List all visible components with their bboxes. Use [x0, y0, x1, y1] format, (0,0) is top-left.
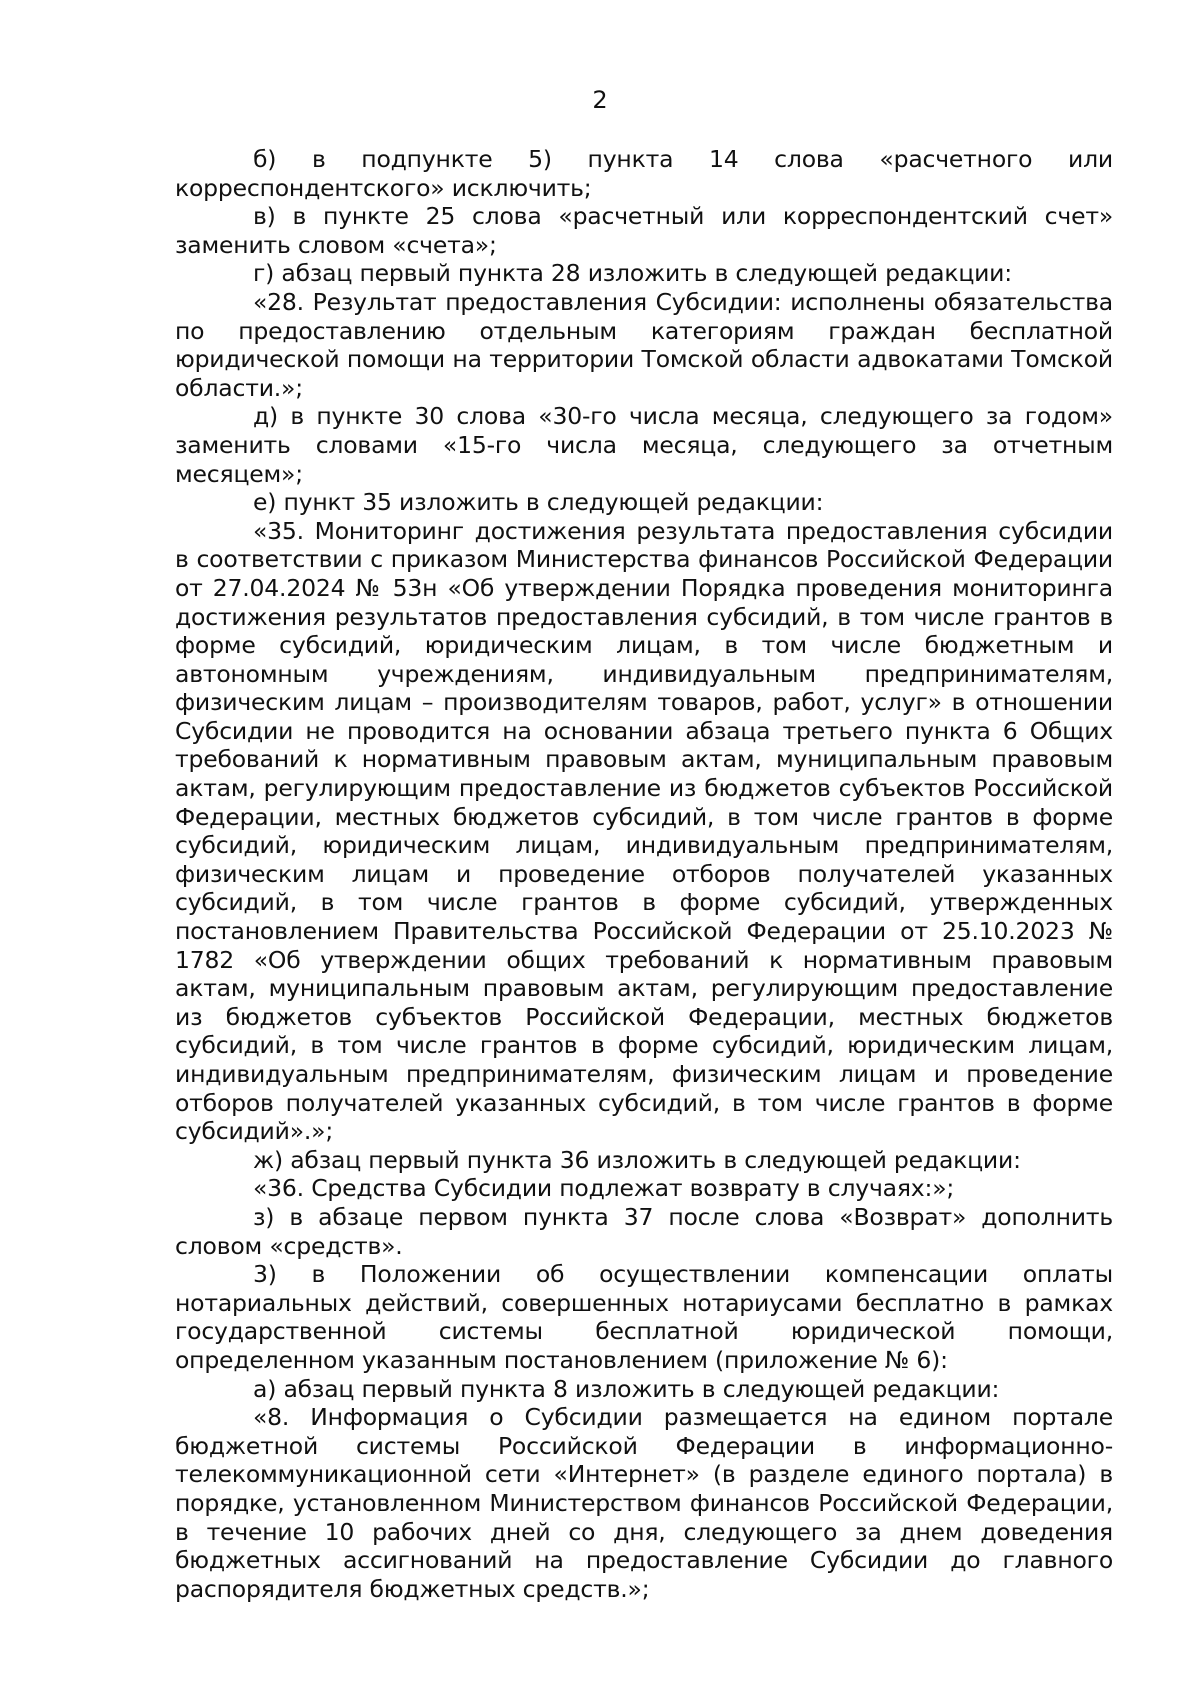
paragraph-point-36: «36. Средства Субсидии подлежат возврату в случаях:»;: [253, 1174, 955, 1203]
paragraph-z: з) в абзаце первом пункта 37 после слова «Возврат» дополнить словом «средств».: [175, 1202, 1113, 1260]
page-number: 2: [592, 86, 608, 114]
paragraph-d: д) в пункте 30 слова «30-го числа месяца, следующего за годом» заменить словами «15-го числа месяца, следующего за отчетным месяцем»;: [175, 402, 1113, 488]
document-body: [175, 145, 1113, 1603]
paragraph-point-28: «28. Результат предоставления Субсидии: исполнены обязательства по предоставлению отдельным категориям граждан бесплатной юридической помощи на территории Томской области адвокатами Томской области.»;: [175, 287, 1113, 402]
paragraph-point-8: «8. Информация о Субсидии размещается на едином портале бюджетной системы Российской Федерации в информационно-телекоммуникационной сети «Интернет» (в разделе единого портала) в порядке, установленном Министерством финансов Российской Федерации, в течение 10 рабочих дней со дня, следующего за днем доведения бюджетных ассигнований на предоставление Субсидии до главного распорядителя бюджетных средств.»;: [175, 1403, 1113, 1603]
paragraph-item-3: 3) в Положении об осуществлении компенсации оплаты нотариальных действий, совершенных нотариусами бесплатно в рамках государственной системы бесплатной юридической помощи, определенном указанным постановлением (приложение № 6):: [175, 1260, 1113, 1374]
paragraph-e: е) пункт 35 изложить в следующей редакции:: [253, 488, 824, 517]
paragraph-zh: ж) абзац первый пункта 36 изложить в следующей редакции:: [253, 1145, 1021, 1174]
paragraph-point-35: «35. Мониторинг достижения результата предоставления субсидии в соответствии с приказом Министерства финансов Российской Федерации от 27.04.2024 № 53н «Об утверждении Порядка проведения мониторинга достижения результатов предоставления субсидий, в том числе грантов в форме субсидий, юридическим лицам, в том числе бюджетным и автономным учреждениям, индивидуальным предпринимателям, физическим лицам – производителям товаров, работ, услуг» в отношении Субсидии не проводится на основании абзаца третьего пункта 6 Общих требований к нормативным правовым актам, муниципальным правовым актам, регулирующим предоставление из бюджетов субъектов Российской Федерации, местных бюджетов субсидий, в том числе грантов в форме субсидий, юридическим лицам, индивидуальным предпринимателям, физическим лицам и проведение отборов получателей указанных субсидий, в том числе грантов в форме субсидий, утвержденных постановлением Правительства Российской Федерации от 25.10.2023 № 1782 «Об утверждении общих требований к нормативным правовым актам, муниципальным правовым актам, регулирующим предоставление из бюджетов субъектов Российской Федерации, местных бюджетов субсидий, в том числе грантов в форме субсидий, юридическим лицам, индивидуальным предпринимателям, физическим лицам и проведение отборов получателей указанных субсидий, в том числе грантов в форме субсидий».»;: [175, 516, 1113, 1146]
paragraph-g: г) абзац первый пункта 28 изложить в следующей редакции:: [253, 259, 1012, 288]
paragraph-a: а) абзац первый пункта 8 изложить в следующей редакции:: [253, 1374, 1000, 1403]
paragraph-v: в) в пункте 25 слова «расчетный или корреспондентский счет» заменить словом «счета»;: [175, 202, 1113, 259]
paragraph-b: б) в подпункте 5) пункта 14 слова «расчетного или корреспондентского» исключить;: [175, 145, 1113, 202]
